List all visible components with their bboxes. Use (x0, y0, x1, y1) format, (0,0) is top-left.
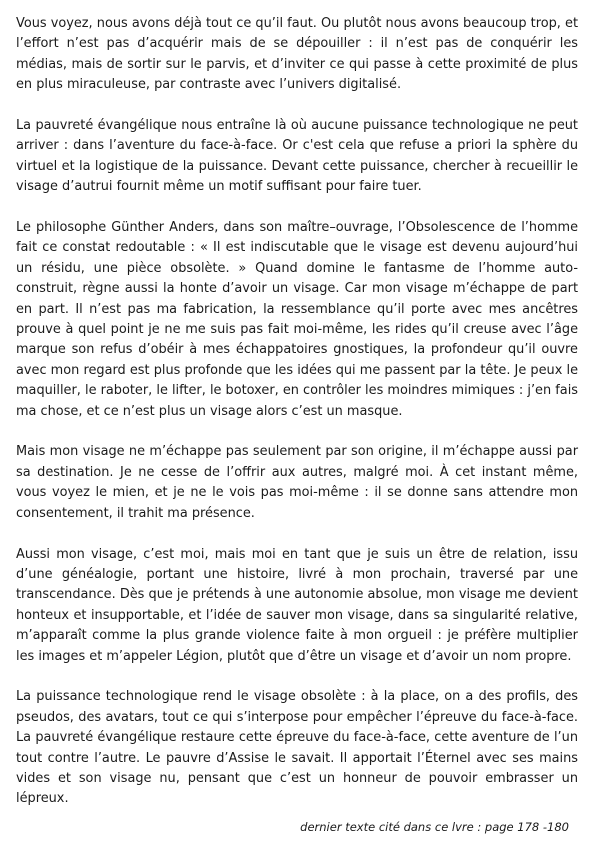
source-footnote: dernier texte cité dans ce lvre : page 178 -180 (300, 820, 569, 834)
paragraph-2: La pauvreté évangélique nous entraîne là où aucune puissance technologique ne peut arriver : dans l’aventure du face-à-face. Or c'est cela que refuse a priori la sphère du virtuel et la logistique de la puissance. Devant cette puissance, chercher à recueillir le visage d’autrui fournit même un motif suffisant pour faire tuer. (16, 118, 578, 195)
paragraph-4: Mais mon visage ne m’échappe pas seulement par son origine, il m’échappe aussi par sa destination. Je ne cesse de l’offrir aux autres, malgré moi. À cet instant même, vous voyez le mien, et je ne le vois pas moi-même : il se donne sans attendre mon consentement, il trahit ma présence. (16, 444, 578, 521)
paragraph-5: Aussi mon visage, c’est moi, mais moi en tant que je suis un être de relation, issu d’une généalogie, portant une histoire, livré à mon prochain, traversé par une transcendance. Dès que je prétends à une autonomie absolue, mon visage me devient honteux et insupportable, et l’idée de sauver mon visage, dans sa singularité relative, m’apparaît comme la plus grande violence faite à mon orgueil : je préfère multiplier les images et m’appeler Légion, plutôt que d’être un visage et d’avoir un nom propre. (16, 546, 578, 664)
paragraph-3: Le philosophe Günther Anders, dans son maître–ouvrage, l’Obsolescence de l’homme fait ce constat redoutable : « Il est indiscutable que le visage est devenu aujourd’hui un résidu, une pièce obsolète. » Quand domine le fantasme de l’homme auto-construit, règne aussi la honte d’avoir un visage. Car mon visage m’échappe de part en part. Il n’est pas ma fabrication, la ressemblance qu’il porte avec mes ancêtres prouve à quel point je ne me suis pas fait moi-même, les rides qu’il creuse avec l’âge marque son refus d’obéir à mes échappatoires gnostiques, la profondeur qu’il ouvre avec mon regard est plus profonde que les idées qui me passent par la tête. Je peux le maquiller, le raboter, le lifter, le botoxer, en contrôler les moindres mimiques : j’en fais ma chose, et ce n’est plus un visage alors c’est un masque. (16, 220, 578, 419)
paragraph-1: Vous voyez, nous avons déjà tout ce qu’il faut. Ou plutôt nous avons beaucoup trop, et l’effort n’est pas d’acquérir mais de se dépouiller : il n’est pas de conquérir les médias, mais de sortir sur le parvis, et d’inviter ce qui passe à cette proximité de plus en plus miraculeuse, par contraste avec l’univers digitalisé. (16, 16, 578, 93)
paragraph-6: La puissance technologique rend le visage obsolète : à la place, on a des profils, des pseudos, des avatars, tout ce qui s’interpose pour empêcher l’épreuve du face-à-face. La pauvreté évangélique restaure cette épreuve du face-à-face, cette aventure de l’un tout contre l’autre. Le pauvre d’Assise le savait. Il apportait l’Éternel avec ses mains vides et son visage nu, pensant que c’est un honneur de pouvoir embrasser un lépreux. (16, 689, 578, 807)
document-body (16, 14, 578, 830)
